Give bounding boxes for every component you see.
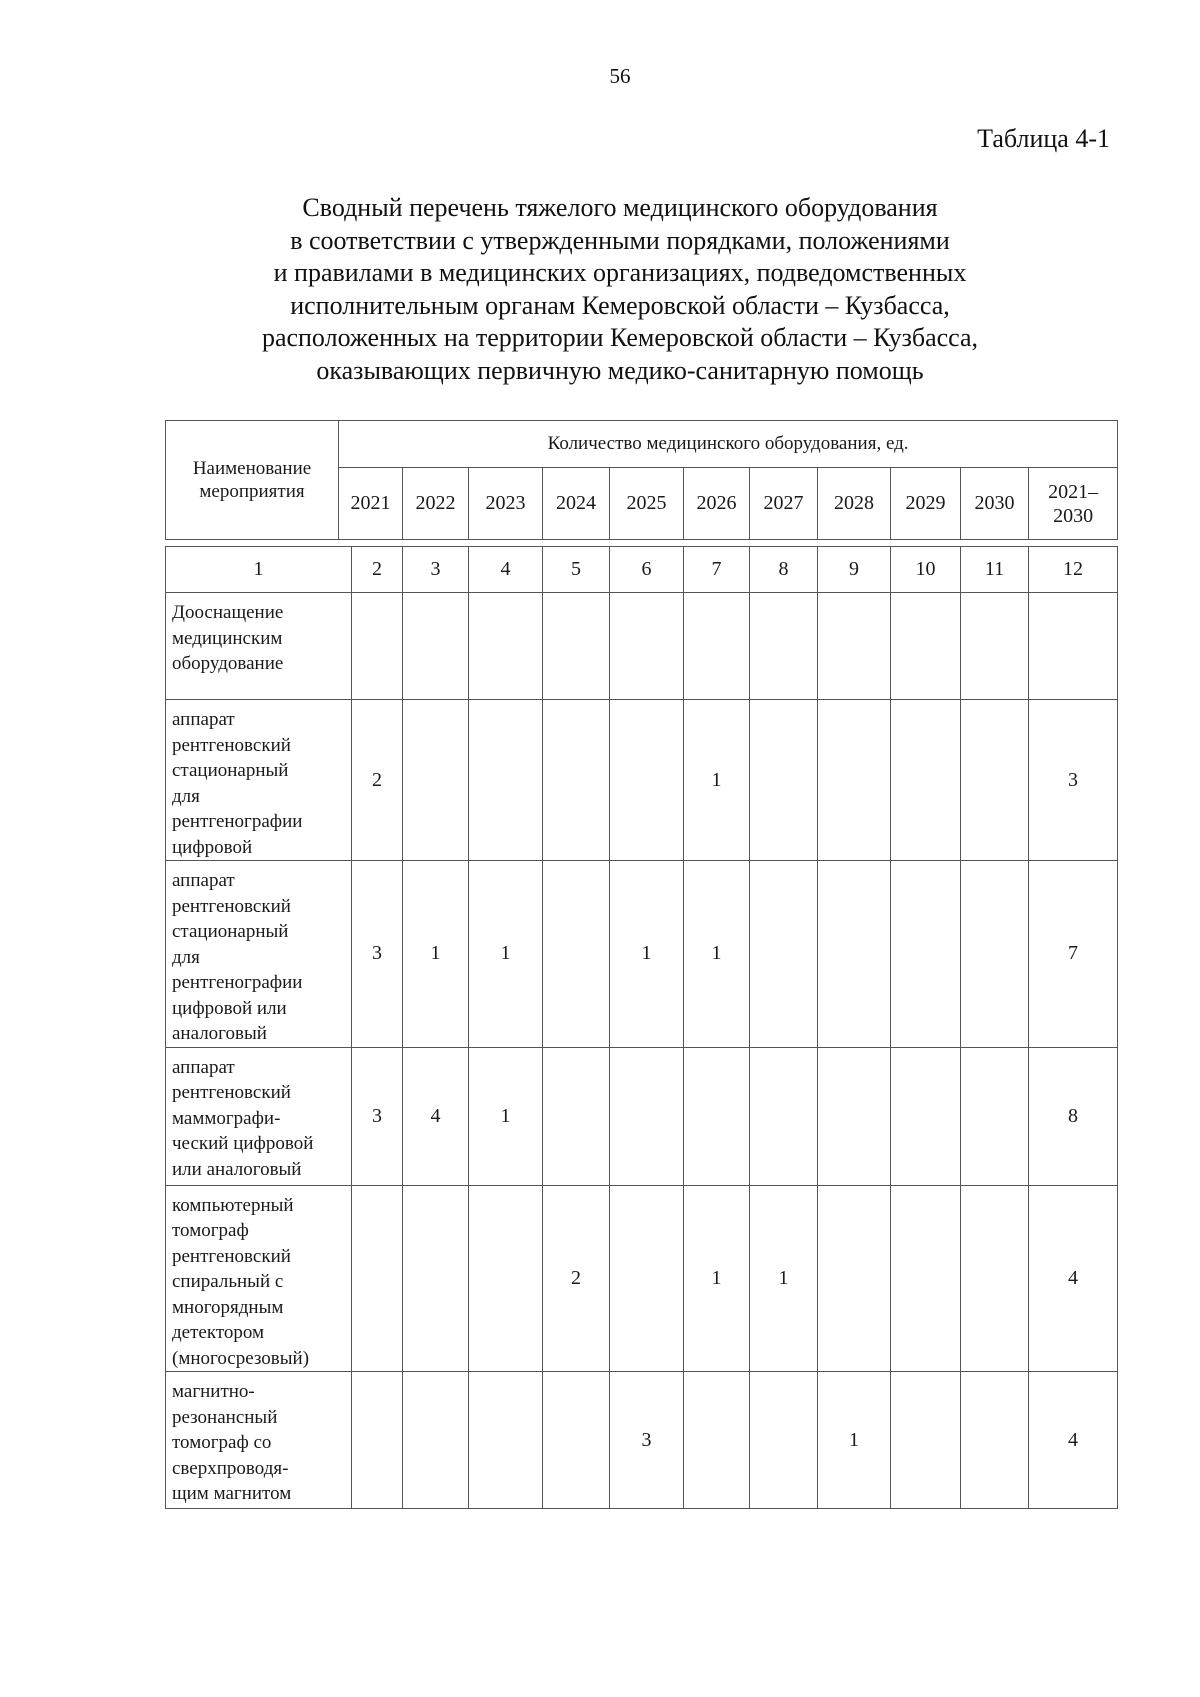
column-number: 8 xyxy=(750,547,818,593)
row-name-line: медицинским xyxy=(172,627,283,649)
value-cell: 3 xyxy=(352,861,403,1048)
row-name-line: (многосрезовый) xyxy=(172,1347,310,1369)
value-cell xyxy=(750,1047,818,1185)
row-name-line: сверхпроводя- xyxy=(172,1457,289,1479)
row-name-line: рентгенографии xyxy=(172,972,303,993)
row-name-line: аналоговый xyxy=(172,1023,267,1044)
value-cell xyxy=(543,861,610,1048)
row-name xyxy=(166,593,352,700)
value-cell xyxy=(610,1047,684,1185)
row-name-line: рентгенографии xyxy=(172,811,303,832)
row-name xyxy=(166,861,352,1048)
total-cell: 8 xyxy=(1029,1047,1118,1185)
value-cell: 1 xyxy=(469,1047,543,1185)
column-header-year: 2023 xyxy=(469,468,543,540)
value-cell: 1 xyxy=(684,700,750,861)
total-cell: 4 xyxy=(1029,1185,1118,1372)
title-line: Сводный перечень тяжелого медицинского оборудования xyxy=(302,193,938,222)
column-header-year: 2025 xyxy=(610,468,684,540)
column-header-name: Наименование мероприятия xyxy=(166,421,339,540)
row-name-line: томограф xyxy=(172,1220,249,1241)
row-name-line: аппарат xyxy=(172,1056,235,1078)
column-number: 5 xyxy=(543,547,610,593)
value-cell: 3 xyxy=(610,1372,684,1509)
column-number-row xyxy=(166,547,1118,593)
column-number: 1 xyxy=(166,547,352,593)
column-number: 9 xyxy=(818,547,891,593)
value-cell xyxy=(891,700,961,861)
row-name-line: детектором xyxy=(172,1322,265,1343)
value-cell xyxy=(543,1372,610,1509)
column-number: 7 xyxy=(684,547,750,593)
value-cell xyxy=(469,1185,543,1372)
value-cell xyxy=(469,1372,543,1509)
row-name-line: рентгеновский xyxy=(172,895,291,917)
value-cell xyxy=(818,700,891,861)
row-name-line: для xyxy=(172,946,200,968)
column-header-total xyxy=(1029,468,1118,540)
value-cell: 1 xyxy=(684,1185,750,1372)
column-number: 4 xyxy=(469,547,543,593)
column-header-year: 2028 xyxy=(818,468,891,540)
value-cell xyxy=(750,1372,818,1509)
column-header-year: 2024 xyxy=(543,468,610,540)
value-cell xyxy=(684,593,750,700)
value-cell xyxy=(403,1185,469,1372)
value-cell xyxy=(891,1372,961,1509)
table-header xyxy=(165,420,1118,540)
value-cell xyxy=(818,861,891,1048)
value-cell xyxy=(818,1047,891,1185)
table-row xyxy=(166,1372,1118,1509)
value-cell xyxy=(750,593,818,700)
column-number: 3 xyxy=(403,547,469,593)
row-name-line: многорядным xyxy=(172,1296,284,1318)
column-number: 2 xyxy=(352,547,403,593)
value-cell xyxy=(469,593,543,700)
row-name-line: цифровой xyxy=(172,836,253,858)
column-header-year: 2029 xyxy=(891,468,961,540)
title-line: и правилами в медицинских организациях, подведомственных xyxy=(273,258,967,287)
value-cell: 1 xyxy=(818,1372,891,1509)
row-name xyxy=(166,1372,352,1509)
row-name-line: цифровой или xyxy=(172,997,287,1019)
value-cell: 1 xyxy=(684,861,750,1048)
row-name-line: резонансный xyxy=(172,1406,278,1428)
value-cell xyxy=(891,1185,961,1372)
value-cell: 1 xyxy=(610,861,684,1048)
total-cell xyxy=(1029,593,1118,700)
column-number: 6 xyxy=(610,547,684,593)
row-name-line: спиральный с xyxy=(172,1271,284,1292)
row-name xyxy=(166,1185,352,1372)
value-cell: 1 xyxy=(750,1185,818,1372)
row-name-line: томограф со xyxy=(172,1432,272,1453)
value-cell xyxy=(543,700,610,861)
value-cell: 4 xyxy=(403,1047,469,1185)
table-body xyxy=(165,546,1118,1509)
value-cell xyxy=(961,1372,1029,1509)
column-group-header: Количество медицинского оборудования, ед. xyxy=(339,421,1118,468)
row-name-line: рентгеновский xyxy=(172,1082,291,1103)
row-name-line: маммографи- xyxy=(172,1107,281,1129)
value-cell xyxy=(610,1185,684,1372)
column-number: 12 xyxy=(1029,547,1118,593)
row-name-line: аппарат xyxy=(172,709,235,730)
table-title xyxy=(160,192,1080,387)
row-name-line: стационарный xyxy=(172,760,289,781)
value-cell: 1 xyxy=(403,861,469,1048)
value-cell xyxy=(750,861,818,1048)
value-cell xyxy=(961,861,1029,1048)
value-cell xyxy=(750,700,818,861)
value-cell xyxy=(543,1047,610,1185)
row-name-line: или аналоговый xyxy=(172,1158,302,1180)
row-name-line: ческий цифровой xyxy=(172,1133,314,1154)
value-cell xyxy=(684,1047,750,1185)
value-cell xyxy=(610,700,684,861)
row-name xyxy=(166,1047,352,1185)
table-row xyxy=(166,1047,1118,1185)
row-name-line: для xyxy=(172,785,200,807)
title-line: исполнительным органам Кемеровской области – Кузбасса, xyxy=(290,290,950,320)
value-cell: 1 xyxy=(469,861,543,1048)
value-cell xyxy=(961,1185,1029,1372)
row-name-line: компьютерный xyxy=(172,1194,294,1216)
value-cell xyxy=(543,593,610,700)
value-cell xyxy=(352,1372,403,1509)
column-header-year: 2021 xyxy=(339,468,403,540)
value-cell xyxy=(403,700,469,861)
value-cell xyxy=(352,593,403,700)
row-name xyxy=(166,700,352,861)
total-header-line: 2021– xyxy=(1048,480,1099,503)
value-cell xyxy=(961,700,1029,861)
total-cell: 4 xyxy=(1029,1372,1118,1509)
value-cell xyxy=(610,593,684,700)
row-name-line: щим магнитом xyxy=(172,1483,292,1504)
value-cell: 2 xyxy=(543,1185,610,1372)
column-header-year: 2030 xyxy=(961,468,1029,540)
column-number: 10 xyxy=(891,547,961,593)
table-row xyxy=(166,593,1118,700)
column-header-year: 2026 xyxy=(684,468,750,540)
total-cell: 3 xyxy=(1029,700,1118,861)
column-header-year: 2027 xyxy=(750,468,818,540)
value-cell: 2 xyxy=(352,700,403,861)
value-cell xyxy=(818,593,891,700)
row-name-line: оборудование xyxy=(172,653,284,674)
value-cell: 3 xyxy=(352,1047,403,1185)
title-line: расположенных на территории Кемеровской области – Кузбасса, xyxy=(261,323,979,352)
row-name-line: стационарный xyxy=(172,921,289,942)
value-cell xyxy=(961,593,1029,700)
row-name-line: Дооснащение xyxy=(172,602,284,623)
value-cell xyxy=(469,700,543,861)
value-cell xyxy=(403,1372,469,1509)
title-line: оказывающих первичную медико-санитарную помощь xyxy=(316,355,924,385)
row-name-line: магнитно- xyxy=(172,1381,255,1402)
total-header-line: 2030 xyxy=(1053,504,1094,527)
value-cell xyxy=(818,1185,891,1372)
row-name-line: аппарат xyxy=(172,870,235,891)
table-row xyxy=(166,700,1118,861)
column-header-year: 2022 xyxy=(403,468,469,540)
table-row xyxy=(166,1185,1118,1372)
value-cell xyxy=(891,593,961,700)
value-cell xyxy=(891,861,961,1048)
table-label: Таблица 4-1 xyxy=(977,124,1110,153)
row-name-line: рентгеновский xyxy=(172,734,291,756)
column-number: 11 xyxy=(961,547,1029,593)
value-cell xyxy=(352,1185,403,1372)
value-cell xyxy=(684,1372,750,1509)
row-name-line: рентгеновский xyxy=(172,1245,291,1267)
value-cell xyxy=(961,1047,1029,1185)
total-cell: 7 xyxy=(1029,861,1118,1048)
value-cell xyxy=(891,1047,961,1185)
table-row xyxy=(166,861,1118,1048)
page-number: 56 xyxy=(609,64,631,88)
value-cell xyxy=(403,593,469,700)
title-line: в соответствии с утвержденными порядками, положениями xyxy=(290,225,950,255)
